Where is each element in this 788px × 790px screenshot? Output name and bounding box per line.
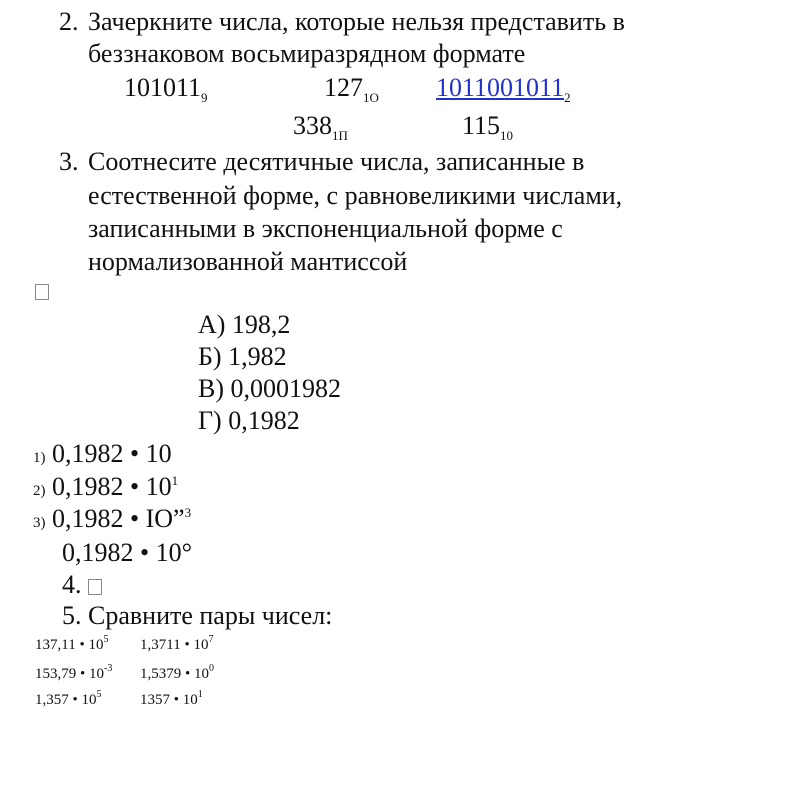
q5-pair-1-right: 1,3711 • $10^7$: [140, 634, 214, 653]
q2-number-base10-a: $127_{1O}$: [324, 73, 379, 105]
q3-answer-2: 2) 0,1982 • $10^1$: [33, 472, 179, 501]
q3-option-d: Г) 0,1982: [198, 406, 300, 435]
binary-link[interactable]: 1011001011: [436, 73, 565, 102]
q3-answer-3: 3) 0,1982 • IO”$^3$: [33, 504, 192, 533]
q3-answer-4: 0,1982 • 10°: [62, 538, 192, 567]
q5-pair-3-right: 1357 • $10^1$: [140, 689, 203, 708]
q5-pair-2-left: 153,79 • $10^{-3}$: [35, 663, 113, 682]
q3-option-c: В) 0,0001982: [198, 374, 341, 403]
q3-text-line4: нормализованной мантиссой: [88, 247, 408, 276]
missing-glyph-icon: [88, 579, 102, 595]
q2-number-115: $115_{10}$: [462, 111, 514, 143]
q5-title: Сравните пары чисел:: [88, 601, 333, 630]
q3-text-line2: естественной форме, с равновеликими числами,: [88, 181, 623, 210]
q5-pair-1-left: 137,11 • $10^5$: [35, 634, 109, 653]
q5-pair-3-left: 1,357 • $10^5$: [35, 689, 102, 708]
q2-number-base9: $101011_9$: [124, 73, 208, 105]
q2-number: 2.: [59, 7, 79, 36]
q3-text-line1: Соотнесите десятичные числа, записанные в: [88, 147, 585, 176]
q4-line: [62, 569, 102, 601]
q5-number: 5.: [62, 601, 82, 630]
q5-pair-2-right: 1,5379 • $10^0$: [140, 663, 215, 682]
q4-number: 4.: [62, 570, 82, 599]
q3-option-b: Б) 1,982: [198, 342, 287, 371]
q3-text-line3: записанными в экспоненциальной форме с: [88, 214, 563, 243]
q2-number-338: $338_{1П}$: [293, 111, 348, 143]
q2-number-base2[interactable]: $1011001011_2$: [436, 73, 571, 105]
q5-heading: [62, 600, 332, 632]
q3-answer-1: 1) 0,1982 • 10: [33, 439, 172, 468]
q3-option-a: А) 198,2: [198, 310, 291, 339]
q2-text-line1: Зачеркните числа, которые нельзя представить в: [88, 7, 625, 36]
q3-number: 3.: [59, 147, 79, 176]
q2-text-line2: беззнаковом восьмиразрядном формате: [88, 39, 526, 68]
missing-glyph-icon: [35, 284, 49, 303]
